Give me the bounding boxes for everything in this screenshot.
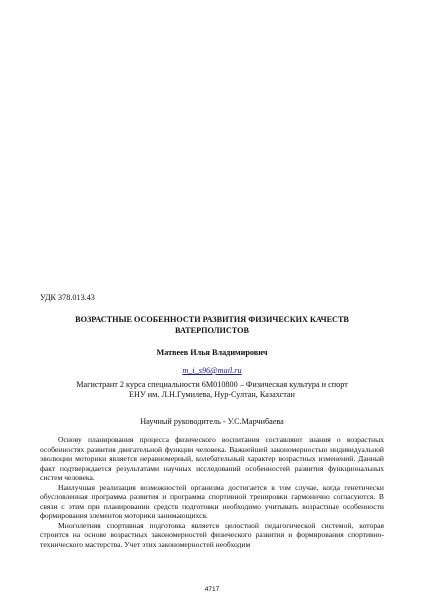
affiliation-line-1: Магистрант 2 курса специальности 6М010800 – Физическая культура и спорт bbox=[76, 380, 348, 389]
author-name: Матвеев Илья Владимирович bbox=[156, 348, 268, 357]
page-number: 4717 bbox=[204, 586, 220, 593]
body-paragraph-1: Основу планирования процесса физического воспитания составляют знания о возрастных особенностях развития двигательной функции человека. Важнейшей закономерностью индивидуальной эволюции моторики является неравномерный, колебательный характер возрастных изменений. Данный факт подтверждается результатами научных исследований особенностей развития функциональных систем человека. bbox=[40, 435, 384, 482]
author-affiliation bbox=[0, 380, 424, 400]
body-paragraph-2: Наилучшая реализация возможностей организма достигается в том случае, когда генетически обусловленная программа развития и программа спортивной тренировки гармонично согласуются. В связи с этим при планировании средств подготовки необходимо учитывать возрастные особенности формирования элементов моторики занимающихся. bbox=[40, 482, 384, 520]
author-email-link[interactable]: m_i_s96@mail.ru bbox=[182, 366, 242, 375]
title-line-1: ВОЗРАСТНЫЕ ОСОБЕННОСТИ РАЗВИТИЯ ФИЗИЧЕСКИХ КАЧЕСТВ bbox=[75, 315, 349, 324]
article-title bbox=[60, 314, 364, 336]
affiliation-line-2: ЕНУ им. Л.Н.Гумилева, Нур-Султан, Казахстан bbox=[129, 390, 295, 399]
udk-code: УДК 378.013.43 bbox=[40, 293, 95, 302]
scientific-advisor: Научный руководитель - У.С.Марчибаева bbox=[140, 417, 284, 426]
body-paragraph-3: Многолетняя спортивная подготовка является целостной педагогической системой, которая строится на основе возрастных закономерностей физического развития и формирования спортивно-технического мастерства. Учет этих закономерностей необходим bbox=[40, 520, 384, 549]
title-line-2: ВАТЕРПОЛИСТОВ bbox=[175, 326, 249, 335]
article-body bbox=[40, 435, 384, 549]
